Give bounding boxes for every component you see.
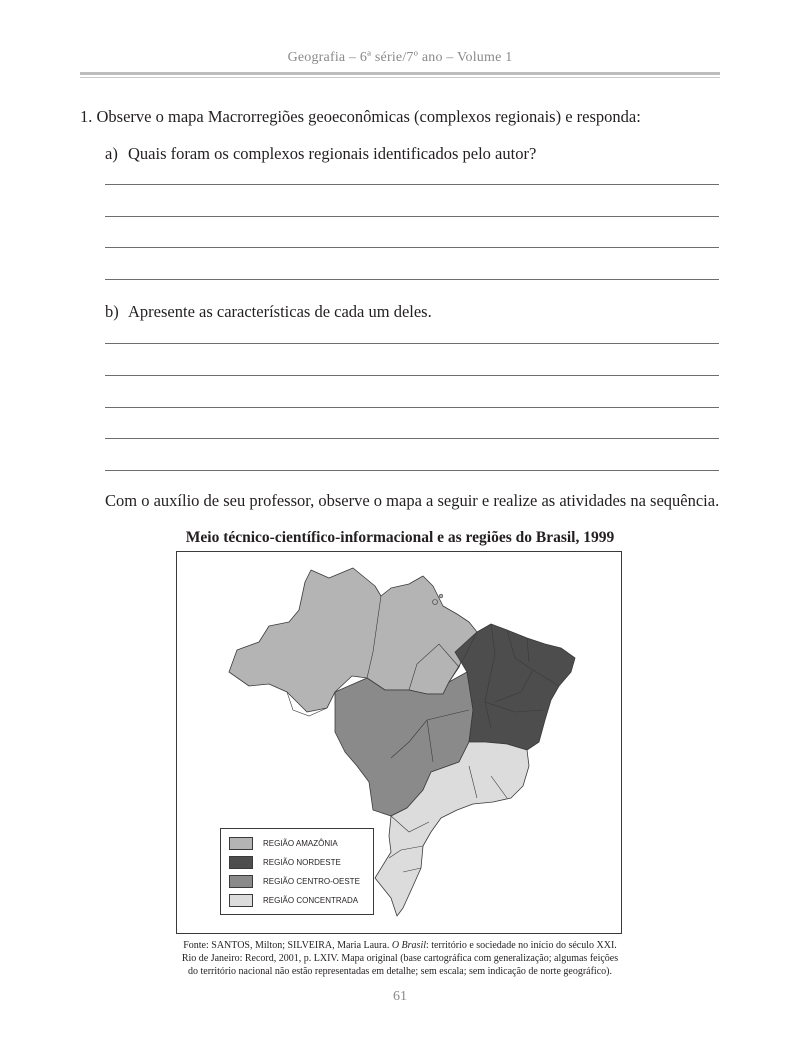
- map-title: Meio técnico-científico-informacional e as regiões do Brasil, 1999: [185, 529, 615, 546]
- header-rule-thin: [80, 77, 720, 78]
- answer-line-a2[interactable]: [105, 216, 719, 217]
- question-stem: 1. Observe o mapa Macrorregiões geoeconômicas (complexos regionais) e responda:: [80, 107, 641, 126]
- source-line-1: [0, 939, 800, 952]
- source-line-1-italic: O Brasil: [391, 940, 426, 951]
- answer-line-b5[interactable]: [105, 470, 719, 471]
- page-number: 61: [393, 989, 407, 1004]
- legend-item-nordeste: [229, 856, 341, 869]
- running-header: Geografia – 6ª série/7º ano – Volume 1: [287, 50, 513, 65]
- legend-label-nordeste: REGIÃO NORDESTE: [263, 858, 341, 867]
- legend-item-centro-oeste: [229, 875, 360, 888]
- legend-swatch-centro-oeste: [229, 875, 253, 888]
- map-legend: [220, 828, 374, 915]
- legend-item-concentrada: [229, 894, 358, 907]
- question-b-text: Apresente as características de cada um deles.: [128, 302, 432, 321]
- map-frame: [176, 551, 622, 934]
- question-a-text: Quais foram os complexos regionais identificados pelo autor?: [128, 144, 537, 163]
- answer-line-b3[interactable]: [105, 407, 719, 408]
- legend-label-amazonia: REGIÃO AMAZÔNIA: [263, 839, 338, 848]
- source-line-1-prefix: Fonte: SANTOS, Milton; SILVEIRA, Maria Laura.: [183, 940, 392, 951]
- answer-line-a1[interactable]: [105, 184, 719, 185]
- question-b-letter: b): [105, 302, 119, 321]
- legend-swatch-amazonia: [229, 837, 253, 850]
- instruction-text: Com o auxílio de seu professor, observe o mapa a seguir e realize as atividades na sequência.: [105, 491, 720, 510]
- answer-line-b1[interactable]: [105, 343, 719, 344]
- source-line-3: do território nacional não estão representadas em detalhe; sem escala; sem indicação de norte geográfico).: [188, 966, 612, 977]
- legend-label-centro-oeste: REGIÃO CENTRO-OESTE: [263, 877, 360, 886]
- source-line-1-suffix: : território e sociedade no início do século XXI.: [426, 940, 617, 951]
- legend-label-concentrada: REGIÃO CONCENTRADA: [263, 896, 359, 905]
- region-nordeste-shape: [455, 624, 575, 750]
- question-b: [105, 302, 432, 322]
- answer-line-b2[interactable]: [105, 375, 719, 376]
- answer-line-b4[interactable]: [105, 438, 719, 439]
- answer-line-a3[interactable]: [105, 247, 719, 248]
- source-line-2: Rio de Janeiro: Record, 2001, p. LXIV. Mapa original (base cartográfica com generalização; algumas feições: [181, 953, 619, 964]
- legend-swatch-nordeste: [229, 856, 253, 869]
- answer-line-a4[interactable]: [105, 279, 719, 280]
- legend-swatch-concentrada: [229, 894, 253, 907]
- legend-item-amazonia: [229, 837, 338, 850]
- question-a-letter: a): [105, 144, 118, 163]
- map-source: [0, 939, 800, 978]
- question-a: [105, 144, 536, 164]
- header-rule: [80, 72, 720, 75]
